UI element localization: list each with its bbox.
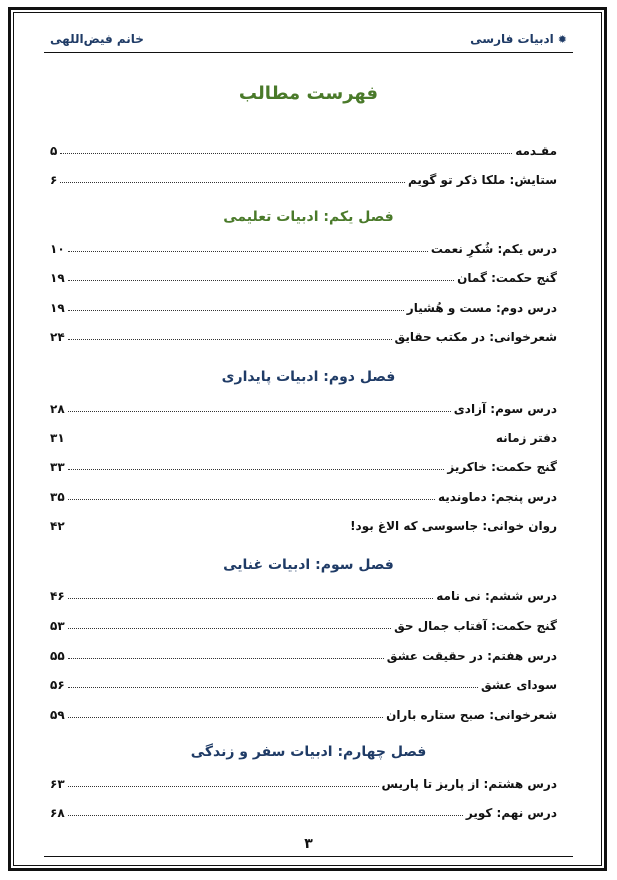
leader-dots [68, 658, 384, 659]
footer-divider [44, 856, 573, 857]
leader-dots [68, 628, 391, 629]
toc-label: درس هفتم: در حقیقت عشق [386, 649, 557, 663]
toc-label: درس نهم: کویر [465, 806, 557, 820]
toc-label: روان خوانی: جاسوسی که الاغ بود! [350, 519, 557, 533]
toc-page: ۲۸ [50, 402, 65, 416]
page-number: ۳ [304, 836, 313, 852]
leader-dots [68, 310, 404, 311]
toc-page: ۴۲ [50, 519, 65, 533]
toc-page: ۳۳ [50, 460, 65, 474]
leader-dots [60, 153, 512, 154]
header-author: خانم فیض‌اللهی [50, 32, 144, 46]
toc-label: شعرخوانی: در مکتب حقایق [394, 330, 557, 344]
leader-dots [68, 717, 383, 718]
leader-dots [68, 280, 455, 281]
toc-label: درس پنجم: دماوندیه [437, 490, 557, 504]
toc-row[interactable] [50, 238, 557, 256]
toc-label: گنج حکمت: آفتاب جمال حق [394, 619, 557, 633]
toc-row[interactable] [50, 615, 557, 633]
leader-dots [68, 469, 445, 470]
leader-dots [68, 251, 428, 252]
toc-page: ۳۵ [50, 490, 65, 504]
leader-dots [68, 786, 379, 787]
toc-page: ۴۶ [50, 589, 65, 603]
leader-dots [68, 598, 434, 599]
chapter-heading: فصل دوم: ادبیات پایداری [221, 369, 396, 385]
chapter-heading: فصل چهارم: ادبیات سفر و زندگی [190, 744, 427, 760]
toc-page: ۶۸ [50, 806, 65, 820]
leader-dots [68, 815, 463, 816]
toc-row[interactable] [50, 802, 557, 820]
toc-page: ۲۴ [50, 330, 65, 344]
toc-label: شعرخوانی: صبح ستاره باران [386, 708, 557, 722]
toc-page: ۱۹ [50, 271, 65, 285]
toc-row[interactable] [50, 169, 557, 187]
toc-label: درس ششم: نی نامه [436, 589, 557, 603]
flower-icon: ✹ [557, 32, 567, 46]
toc-row[interactable] [50, 486, 557, 504]
toc-page: ۶ [50, 173, 58, 187]
toc-row[interactable] [50, 326, 557, 344]
toc-label: گنج حکمت: گمان [457, 271, 557, 285]
toc-page: ۵۶ [50, 678, 65, 692]
toc-row[interactable] [50, 674, 557, 692]
toc-label: گنج حکمت: خاکریز [447, 460, 557, 474]
toc-row[interactable] [50, 515, 557, 533]
toc-row[interactable] [50, 585, 557, 603]
toc-page: ۱۰ [50, 242, 65, 256]
toc-label: درس دوم: مست و هُشیار [406, 301, 557, 315]
header-subject [470, 32, 567, 46]
toc-label: دفتر زمانه [495, 431, 557, 445]
toc-page: ۵ [50, 144, 58, 158]
toc-row[interactable] [50, 297, 557, 315]
toc-label: درس یکم: شُکرِ نعمت [430, 242, 557, 256]
chapter-heading: فصل یکم: ادبیات تعلیمی [223, 209, 394, 225]
toc-page: ۱۹ [50, 301, 65, 315]
leader-dots [68, 687, 478, 688]
toc-row[interactable] [50, 645, 557, 663]
toc-page: ۳۱ [50, 431, 65, 445]
toc-row[interactable] [50, 267, 557, 285]
toc-label: مقـدمه [515, 144, 557, 158]
toc-row[interactable] [50, 773, 557, 791]
header-divider [44, 52, 573, 53]
leader-dots [60, 182, 405, 183]
page-title: فهرست مطالب [238, 83, 379, 104]
toc-label: درس سوم: آزادی [453, 402, 557, 416]
toc-row[interactable] [50, 427, 557, 445]
toc-row[interactable] [50, 704, 557, 722]
toc-row[interactable] [50, 398, 557, 416]
leader-dots [68, 411, 451, 412]
toc-page: ۵۹ [50, 708, 65, 722]
toc-label: سودای عشق [481, 678, 557, 692]
leader-dots [68, 440, 493, 441]
header-subject-text: ادبیات فارسی [470, 32, 554, 46]
toc-row[interactable] [50, 140, 557, 158]
toc-page: ۵۵ [50, 649, 65, 663]
toc-page: ۶۳ [50, 777, 65, 791]
leader-dots [68, 499, 435, 500]
chapter-heading: فصل سوم: ادبیات غنایی [223, 557, 394, 573]
toc-label: درس هشتم: از پاریز تا پاریس [381, 777, 557, 791]
toc-row[interactable] [50, 456, 557, 474]
leader-dots [68, 339, 392, 340]
leader-dots [68, 528, 347, 529]
toc-label: ستایش: ملکا ذکر تو گویم [407, 173, 557, 187]
toc-page: ۵۳ [50, 619, 65, 633]
